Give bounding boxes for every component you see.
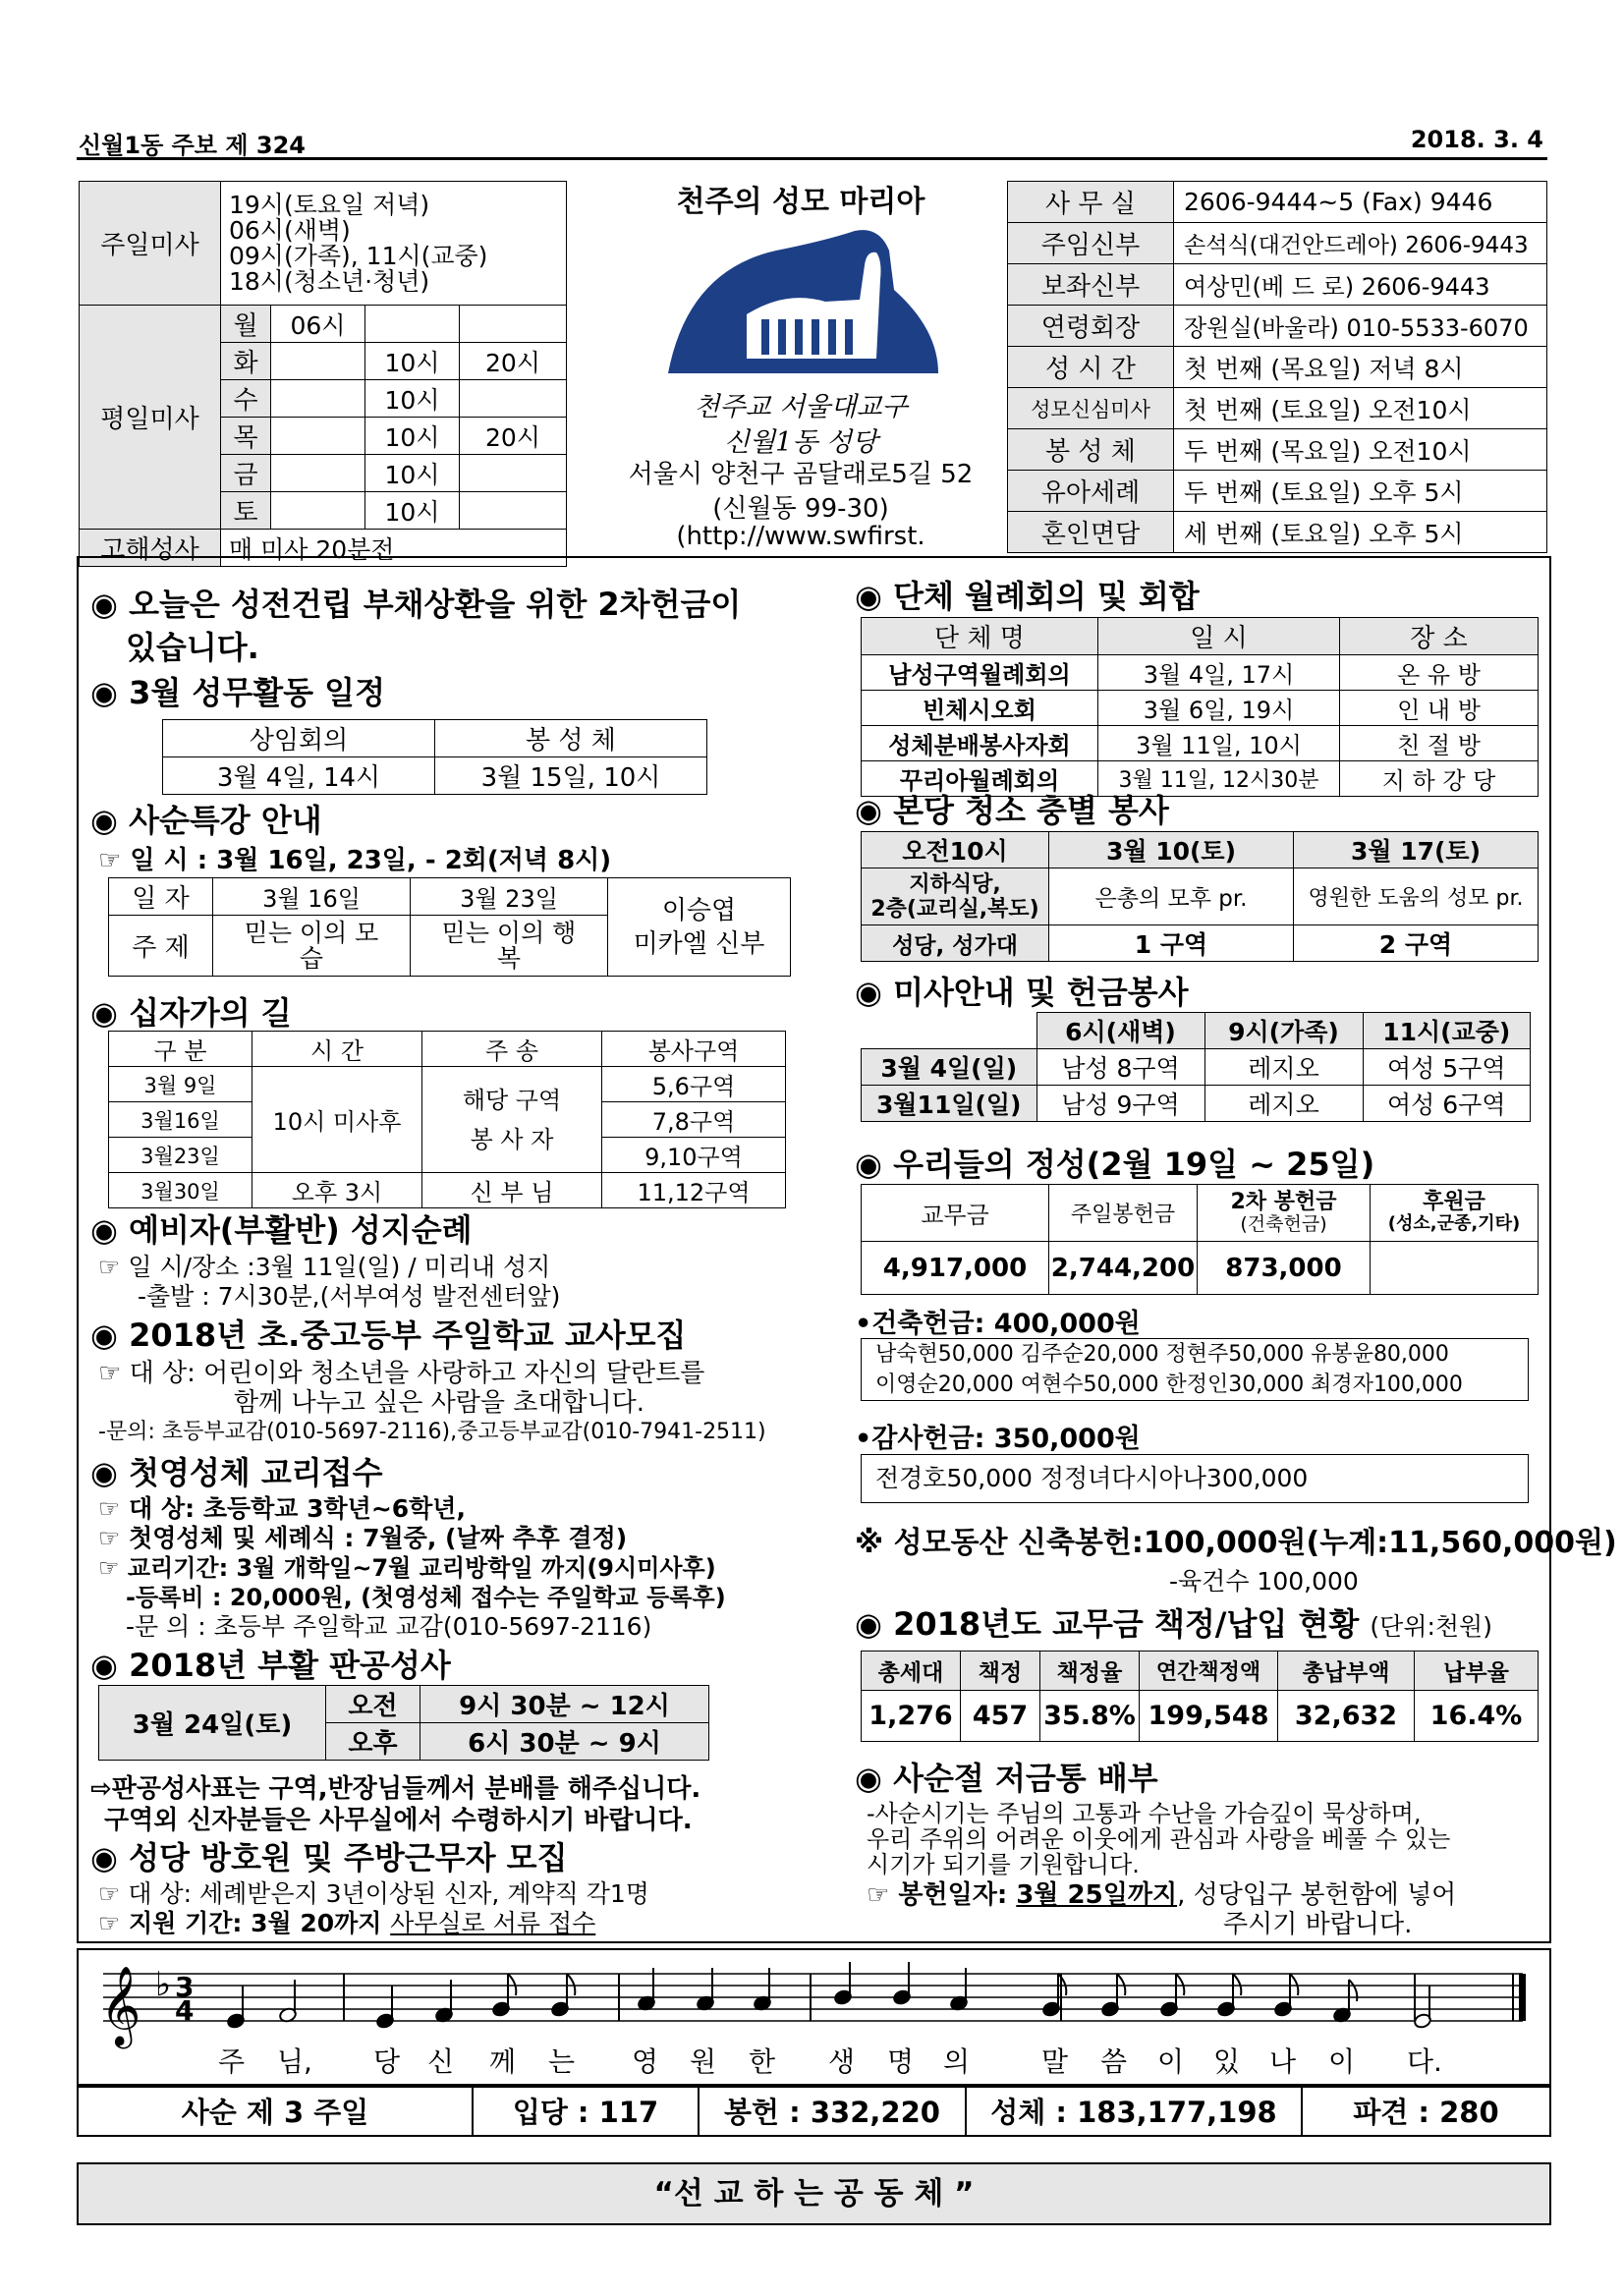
stations-head: 봉사구역 [602, 1032, 786, 1067]
weekday-time: 10시 [365, 418, 460, 455]
weekday-time [271, 380, 365, 418]
cleaning-group: 은총의 모후 pr. [1049, 868, 1294, 925]
easter-confession-table [98, 1685, 709, 1761]
meeting-group: 빈체시오회 [862, 691, 1098, 726]
motto-band: “선 교 하 는 공 동 체 ” [77, 2162, 1551, 2225]
lent-lecture-date-line: ☞ 일 시 : 3월 16일, 23일, - 2회(저녁 8시) [98, 846, 612, 875]
office-value: 세 번째 (토요일) 오후 5시 [1174, 512, 1547, 553]
note-flag [1176, 1974, 1184, 1995]
lyric-syllable: 한 [749, 2045, 776, 2078]
lyric-syllable: 생 [828, 2045, 856, 2078]
time-signature-bottom: 4 [175, 1994, 195, 2027]
office-info-table [1007, 181, 1547, 553]
cleaning-location: 지하식당, 2층(교리실,복도) [862, 868, 1049, 925]
lyric-syllable: 영 [632, 2045, 659, 2078]
confession-value: 매 미사 20분전 [221, 530, 567, 567]
stations-area: 5,6구역 [602, 1067, 786, 1102]
offering-sum-value: 873,000 [1198, 1242, 1371, 1295]
piggybank-text-3: 시기가 되기를 기원합니다. [867, 1851, 1140, 1878]
dues-head: 총납부액 [1278, 1652, 1415, 1691]
office-label: 성 시 간 [1008, 347, 1174, 388]
office-label: 보좌신부 [1008, 264, 1174, 306]
weekday-time [271, 343, 365, 380]
meeting-group: 남성구역월례회의 [862, 655, 1098, 691]
stations-head: 주 송 [422, 1032, 602, 1067]
lyric-syllable: 원 [690, 2045, 717, 2078]
lyric-syllable: 명 [887, 2045, 915, 2078]
stations-of-cross-table [108, 1031, 786, 1208]
dues-value: 32,632 [1278, 1691, 1415, 1742]
confession-time: 6시 30분 ~ 9시 [420, 1723, 709, 1761]
bulletin-date: 2018. 3. 4 [1410, 126, 1543, 153]
attendance-count: 입당 : 117 [473, 2085, 699, 2136]
offering-group: 여성 5구역 [1363, 1049, 1531, 1086]
lecture-topic: 믿는 이의 행복 [411, 916, 608, 977]
dues-status-table [861, 1651, 1539, 1742]
dues-head: 연간책정액 [1140, 1652, 1278, 1691]
meeting-place: 온 유 방 [1340, 655, 1539, 691]
thanks-offering-donors: 전경호50,000 정정녀다시아나300,000 [861, 1454, 1529, 1503]
meeting-group: 성체분배봉사자회 [862, 726, 1098, 761]
mass-offering-title: ◉ 미사안내 및 헌금봉사 [855, 974, 1189, 1011]
confession-date: 3월 24일(토) [99, 1686, 326, 1761]
meeting-head: 일 시 [1098, 618, 1340, 655]
march-schedule-title: ◉ 3월 성무활동 일정 [90, 674, 385, 711]
note-flag [1117, 1974, 1125, 1995]
weekday-time: 20시 [460, 418, 567, 455]
piggybank-deadline-line-2: 주시기 바랍니다. [1223, 1910, 1413, 1939]
treble-clef-icon: 𝄞 [100, 1965, 141, 2045]
stations-head: 구 분 [109, 1032, 252, 1067]
cleaning-head: 오전10시 [862, 832, 1049, 868]
offering-total: 봉헌 : 332,220 [699, 2085, 966, 2136]
meeting-place: 인 내 방 [1340, 691, 1539, 726]
mary-garden-donor: -육건수 100,000 [1169, 1567, 1359, 1596]
stations-leader: 해당 구역 봉 사 자 [422, 1067, 602, 1173]
schedule-value: 3월 15일, 10시 [435, 757, 707, 795]
weekday-time [460, 306, 567, 343]
communion-contact-line: -문 의 : 초등부 주일학교 교감(010-5697-2116) [126, 1612, 652, 1641]
lent-piggybank-title: ◉ 사순절 저금통 배부 [855, 1760, 1158, 1797]
lyric-syllable: 신 [427, 2045, 455, 2078]
confession-label: 고해성사 [80, 530, 221, 567]
office-label: 사 무 실 [1008, 182, 1174, 223]
weekday-time: 10시 [365, 492, 460, 530]
office-value: 손석식(대건안드레아) 2606-9443 [1174, 223, 1547, 264]
cleaning-duty-title: ◉ 본당 청소 충별 봉사 [855, 792, 1169, 829]
lyric-syllable: 이 [1157, 2045, 1185, 2078]
catechumen-pilgrimage-title: ◉ 예비자(부활반) 성지순례 [90, 1211, 473, 1249]
stations-date: 3월30일 [109, 1173, 252, 1208]
confession-time: 9시 30분 ~ 12시 [420, 1686, 709, 1723]
stations-date: 3월23일 [109, 1138, 252, 1173]
meeting-time: 3월 11일, 12시30분 [1098, 761, 1340, 797]
weekday-mass-label: 평일미사 [80, 306, 221, 530]
confession-note-line: ⇨판공성사표는 구역,반장님들께서 분배를 해주십니다. [90, 1774, 701, 1804]
offering-head: 9시(가족) [1204, 1013, 1363, 1049]
lecture-head: 일 자 [109, 878, 213, 916]
stations-date: 3월 9일 [109, 1067, 252, 1102]
offering-group: 레지오 [1204, 1049, 1363, 1086]
weekday-day: 수 [221, 380, 271, 418]
pilgrimage-date-line: ☞ 일 시/장소 :3월 11일(일) / 미리내 성지 [98, 1253, 551, 1281]
offering-sum-head: 주일봉헌금 [1049, 1185, 1198, 1242]
cleaning-location: 성당, 성가대 [862, 925, 1049, 962]
building-fund-donors: 남숙현50,000 김주순20,000 정현주50,000 유봉윤80,000 이영순20,000 여현수50,000 한정인30,000 최경자100,000 [861, 1338, 1529, 1401]
dues-head: 책정 [961, 1652, 1040, 1691]
stations-area: 11,12구역 [602, 1173, 786, 1208]
stations-of-cross-title: ◉ 십자가의 길 [90, 994, 292, 1032]
cleaning-duty-table [861, 831, 1539, 962]
weekday-time [271, 418, 365, 455]
pilgrimage-depart-line: -출발 : 7시30분,(서부여성 발전센터앞) [138, 1282, 561, 1311]
meeting-time: 3월 6일, 19시 [1098, 691, 1340, 726]
weekday-time [271, 492, 365, 530]
stations-area: 7,8구역 [602, 1102, 786, 1138]
teacher-contact-line: -문의: 초등부교감(010-5697-2116),중고등부교감(010-7941-2511) [98, 1420, 766, 1444]
weekday-time [460, 455, 567, 492]
dues-status-title: ◉ 2018년도 교무금 책정/납입 현황 (단위:천원) [855, 1605, 1492, 1643]
cleaning-head: 3월 17(토) [1294, 832, 1539, 868]
sunday-mass-label: 주일미사 [80, 182, 221, 306]
weekday-time [271, 455, 365, 492]
weekday-day: 토 [221, 492, 271, 530]
group-meetings-title: ◉ 단체 월례회의 및 회합 [855, 578, 1200, 615]
office-label: 주임신부 [1008, 223, 1174, 264]
stations-date: 3월16일 [109, 1102, 252, 1138]
communion-fee-line: -등록비 : 20,000원, (첫영성체 접수는 주일학교 등록후) [126, 1584, 726, 1611]
meeting-time: 3월 11일, 10시 [1098, 726, 1340, 761]
parish-address-2: (신월동 99-30) [712, 494, 889, 524]
cleaning-group: 1 구역 [1049, 925, 1294, 962]
lyric-syllable: 당 [373, 2045, 401, 2078]
header-rule [77, 157, 1547, 160]
lyric-syllable: 나 [1269, 2045, 1297, 2078]
weekday-time [460, 380, 567, 418]
guard-kitchen-recruit-title: ◉ 성당 방호원 및 주방근무자 모집 [90, 1839, 568, 1876]
offering-group: 남성 9구역 [1036, 1086, 1204, 1122]
lecture-speaker: 이승엽 미카엘 신부 [608, 878, 791, 977]
mary-garden-offering-title: ※ 성모동산 신축봉헌:100,000원(누계:11,560,000원) [855, 1526, 1617, 1560]
parish-url[interactable]: (http://www.swfirst. [676, 522, 925, 551]
confession-period: 오전 [326, 1686, 420, 1723]
lyric-syllable: 의 [943, 2045, 971, 2078]
lyric-syllable: 는 [548, 2045, 576, 2078]
cleaning-group: 영원한 도움의 성모 pr. [1294, 868, 1539, 925]
offering-date: 3월11일(일) [862, 1086, 1037, 1122]
weekday-time: 06시 [271, 306, 365, 343]
notice-second-collection-title: ◉ 오늘은 성전건립 부채상환을 위한 2차헌금이 [90, 586, 742, 623]
dues-head: 납부율 [1415, 1652, 1539, 1691]
note-flag [1233, 1974, 1241, 1995]
stations-head: 시 간 [252, 1032, 422, 1067]
lent-lecture-title: ◉ 사순특강 안내 [90, 802, 322, 839]
weekday-time: 10시 [365, 343, 460, 380]
piggybank-text-1: -사순시기는 주님의 고통과 수난을 가슴깊이 묵상하며, [867, 1800, 1422, 1827]
dues-value: 199,548 [1140, 1691, 1278, 1742]
meeting-place: 지 하 강 당 [1340, 761, 1539, 797]
offering-corner [862, 1013, 1037, 1049]
teacher-target-line: ☞ 대 상: 어린이와 청소년을 사랑하고 자신의 달란트를 [98, 1359, 705, 1388]
lecture-date: 3월 16일 [213, 878, 411, 916]
bulletin-issue: 신월1동 주보 제 324 [79, 132, 306, 159]
offering-group: 레지오 [1204, 1086, 1363, 1122]
first-communion-title: ◉ 첫영성체 교리접수 [90, 1454, 383, 1491]
offering-sum-head: 2차 봉헌금 (건축헌금) [1198, 1185, 1371, 1242]
stations-time: 10시 미사후 [252, 1067, 422, 1173]
lyric-syllable: 주 [218, 2045, 246, 2078]
meeting-group: 꾸리아월례회의 [862, 761, 1098, 797]
cleaning-group: 2 구역 [1294, 925, 1539, 962]
office-value: 두 번째 (목요일) 오전10시 [1174, 429, 1547, 471]
confession-note-line-2: 구역외 신자분들은 사무실에서 수령하시기 바랍니다. [104, 1806, 693, 1835]
sunday-mass-times: 19시(토요일 저녁) 06시(새벽) 09시(가족), 11시(교중) 18시(청소년·청년) [221, 182, 567, 306]
schedule-head: 봉 성 체 [435, 720, 707, 757]
offering-group: 여성 6구역 [1363, 1086, 1531, 1122]
lyric-syllable: 다. [1407, 2045, 1442, 2078]
weekday-day: 금 [221, 455, 271, 492]
stations-time: 오후 3시 [252, 1173, 422, 1208]
thanks-offering-title: •감사헌금: 350,000원 [855, 1424, 1141, 1454]
offerings-week-table [861, 1184, 1539, 1295]
weekday-time [460, 492, 567, 530]
offering-sum-head: 후원금 (성소,군종,기타) [1371, 1185, 1539, 1242]
meeting-head: 장 소 [1340, 618, 1539, 655]
recruit-period-line: ☞ 지원 기간: 3월 20까지 사무실로 서류 접수 [98, 1909, 596, 1937]
weekday-time [365, 306, 460, 343]
eucharist-count: 성체 : 183,177,198 [966, 2085, 1302, 2136]
office-value: 두 번째 (토요일) 오후 5시 [1174, 471, 1547, 512]
lyric-syllable: 님, [277, 2045, 312, 2078]
dues-value: 16.4% [1415, 1691, 1539, 1742]
weekday-time: 10시 [365, 455, 460, 492]
offering-sum-head: 교무금 [862, 1185, 1049, 1242]
communion-period-line: ☞ 교리기간: 3월 개학일~7월 교리방학일 까지(9시미사후) [98, 1554, 716, 1582]
lecture-head: 주 제 [109, 916, 213, 977]
parish-address: 서울시 양천구 곰달래로5길 52 [628, 460, 974, 489]
schedule-head: 상임회의 [163, 720, 435, 757]
dues-value: 35.8% [1040, 1691, 1140, 1742]
parish-logo-icon [658, 221, 943, 378]
easter-confession-title: ◉ 2018년 부활 판공성사 [90, 1647, 451, 1684]
communion-ceremony-line: ☞ 첫영성체 및 세례식 : 7월중, (날짜 추후 결정) [98, 1524, 628, 1552]
meeting-head: 단 체 명 [862, 618, 1098, 655]
stations-area: 9,10구역 [602, 1138, 786, 1173]
lyric-syllable: 있 [1213, 2045, 1241, 2078]
meeting-place: 친 절 방 [1340, 726, 1539, 761]
office-value: 장원실(바울라) 010-5533-6070 [1174, 306, 1547, 347]
dismissal-count: 파견 : 280 [1302, 2085, 1550, 2136]
lent-lecture-table [108, 877, 791, 977]
lecture-date: 3월 23일 [411, 878, 608, 916]
note-flag [1058, 1974, 1066, 1995]
offering-sum-value: 4,917,000 [862, 1242, 1049, 1295]
mass-offering-table [861, 1012, 1531, 1122]
time-signature-top: 3 [175, 1971, 195, 2003]
confession-period: 오후 [326, 1723, 420, 1761]
parish-title: 천주의 성모 마리아 [676, 185, 925, 219]
dues-value: 457 [961, 1691, 1040, 1742]
flat-icon: ♭ [155, 1965, 172, 2004]
schedule-value: 3월 4일, 14시 [163, 757, 435, 795]
dues-value: 1,276 [862, 1691, 961, 1742]
office-value: 첫 번째 (토요일) 오전10시 [1174, 388, 1547, 429]
weekday-day: 화 [221, 343, 271, 380]
note-flag [1290, 1974, 1298, 1995]
cleaning-head: 3월 10(토) [1049, 832, 1294, 868]
sunday-school-teacher-title: ◉ 2018년 초.중고등부 주일학교 교사모집 [90, 1316, 687, 1354]
communion-target-line: ☞ 대 상: 초등학교 3학년~6학년, [98, 1494, 466, 1523]
weekday-time: 10시 [365, 380, 460, 418]
office-label: 혼인면담 [1008, 512, 1174, 553]
offering-head: 11시(교중) [1363, 1013, 1531, 1049]
note-flag [567, 1974, 575, 1995]
lyric-syllable: 씀 [1100, 2045, 1128, 2078]
offering-sum-value [1371, 1242, 1539, 1295]
parish-calligraphy-2: 신월1동 성당 [723, 427, 878, 458]
liturgical-week: 사순 제 3 주일 [78, 2085, 473, 2136]
offering-sum-value: 2,744,200 [1049, 1242, 1198, 1295]
lyrics-row [79, 2041, 1545, 2080]
office-label: 봉 성 체 [1008, 429, 1174, 471]
dues-head: 책정율 [1040, 1652, 1140, 1691]
stations-leader: 신 부 님 [422, 1173, 602, 1208]
piggybank-deadline-line: ☞ 봉헌일자: 3월 25일까지, 성당입구 봉헌함에 넣어 [867, 1880, 1457, 1910]
weekday-time: 20시 [460, 343, 567, 380]
offering-group: 남성 8구역 [1036, 1049, 1204, 1086]
office-label: 성모신심미사 [1008, 388, 1174, 429]
meeting-time: 3월 4일, 17시 [1098, 655, 1340, 691]
weekday-day: 월 [221, 306, 271, 343]
lyric-syllable: 께 [489, 2045, 517, 2078]
lecture-topic: 믿는 이의 모습 [213, 916, 411, 977]
note-flag [508, 1974, 516, 1995]
office-value: 여상민(베 드 로) 2606-9443 [1174, 264, 1547, 306]
notice-second-collection-title-2: 있습니다. [126, 629, 259, 666]
weekly-stats-table [77, 2084, 1551, 2137]
office-value: 첫 번째 (목요일) 저녁 8시 [1174, 347, 1547, 388]
mass-times-table [79, 181, 567, 567]
dues-head: 총세대 [862, 1652, 961, 1691]
parish-calligraphy-1: 천주교 서울대교구 [694, 392, 908, 422]
piggybank-text-2: 우리 주위의 어려운 이웃에게 관심과 사랑을 베풀 수 있는 [867, 1825, 1451, 1853]
lyric-syllable: 말 [1041, 2045, 1069, 2078]
office-value: 2606-9444~5 (Fax) 9446 [1174, 182, 1547, 223]
offering-date: 3월 4일(일) [862, 1049, 1037, 1086]
recruit-target-line: ☞ 대 상: 세례받은지 3년이상된 신자, 계약직 각1명 [98, 1879, 649, 1908]
office-label: 유아세례 [1008, 471, 1174, 512]
building-fund-title: •건축헌금: 400,000원 [855, 1309, 1141, 1339]
office-label: 연령회장 [1008, 306, 1174, 347]
offerings-week-title: ◉ 우리들의 정성(2월 19일 ~ 25일) [855, 1146, 1375, 1183]
march-schedule-table [162, 719, 707, 795]
teacher-target-line-2: 함께 나누고 싶은 사람을 초대합니다. [234, 1388, 645, 1418]
offering-head: 6시(새벽) [1036, 1013, 1204, 1049]
group-meetings-table [861, 617, 1539, 797]
lyric-syllable: 이 [1328, 2045, 1356, 2078]
weekday-day: 목 [221, 418, 271, 455]
